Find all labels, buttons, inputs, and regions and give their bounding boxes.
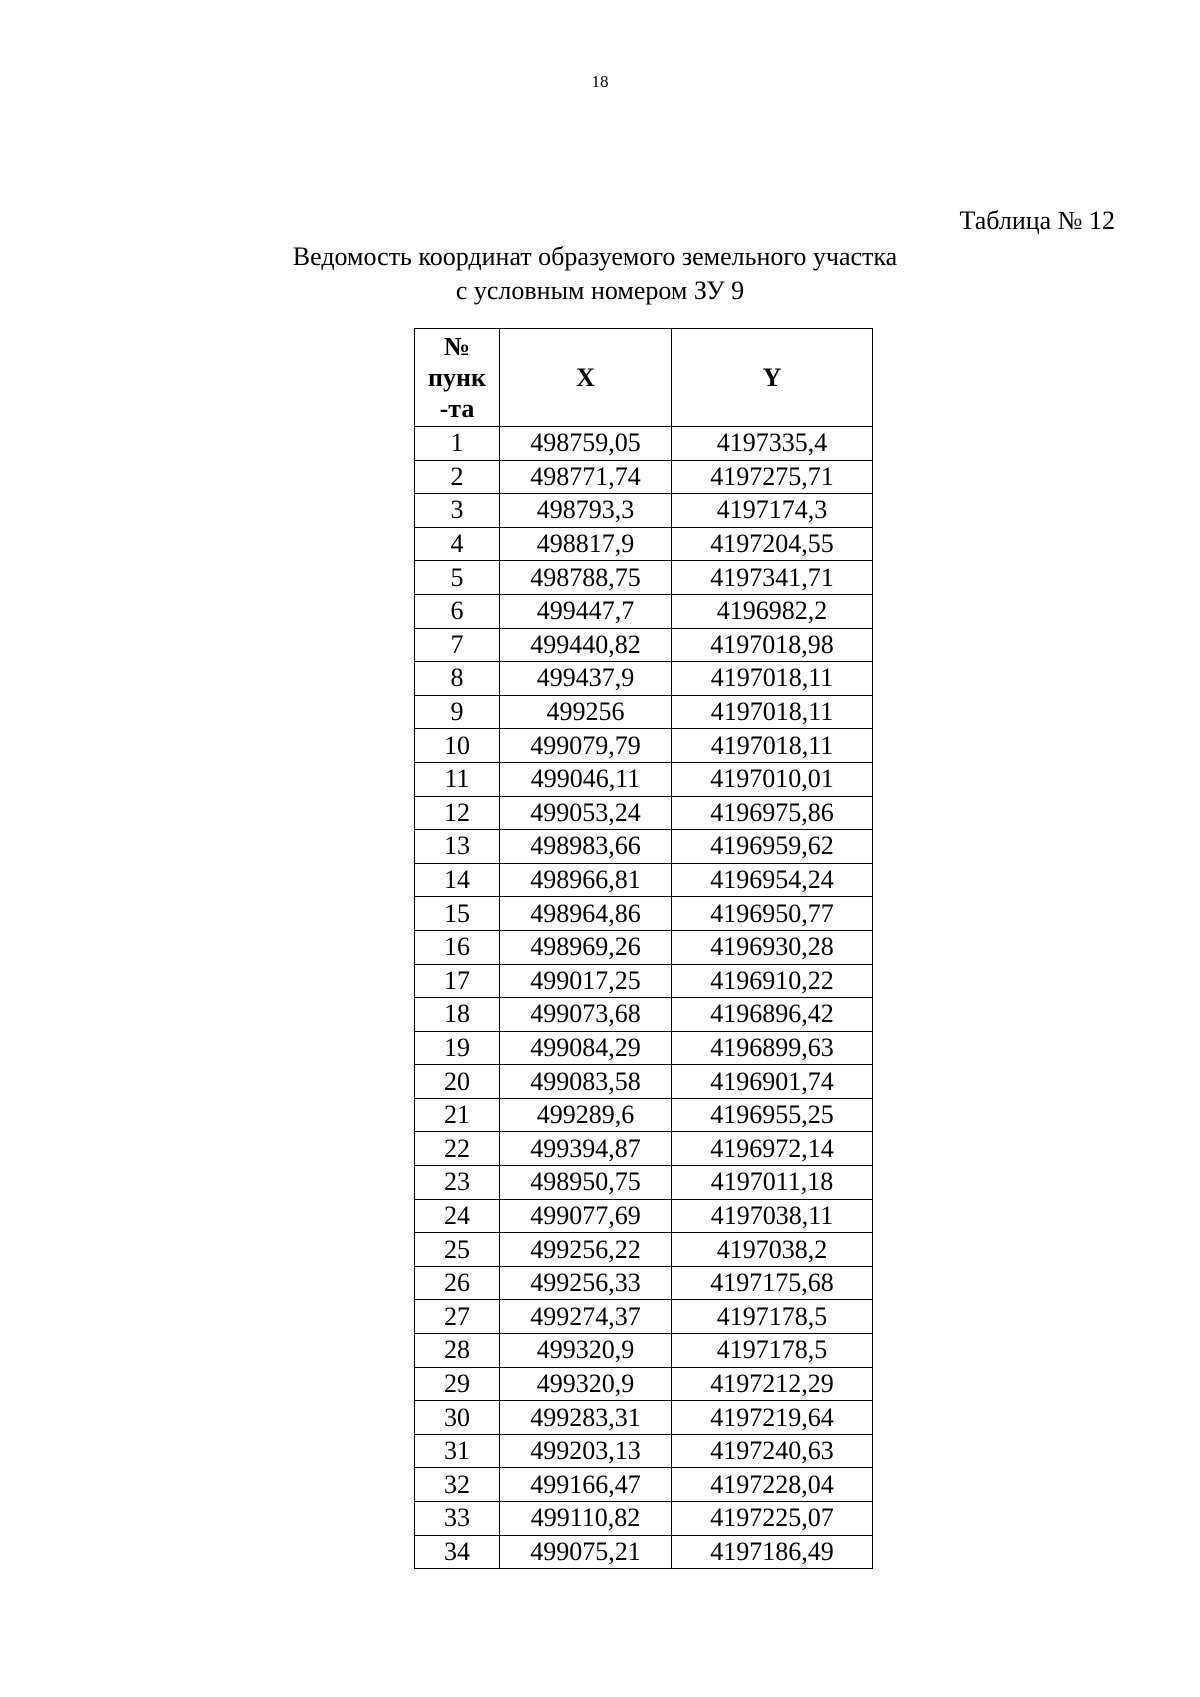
cell-x: 499073,68: [500, 998, 672, 1032]
table-row: [415, 1502, 873, 1536]
cell-point-number: 22: [415, 1132, 500, 1166]
table-row: [415, 1199, 873, 1233]
cell-x: 499053,24: [500, 796, 672, 830]
table-row: [415, 1434, 873, 1468]
cell-x: 499084,29: [500, 1031, 672, 1065]
cell-point-number: 17: [415, 964, 500, 998]
cell-point-number: 4: [415, 527, 500, 561]
cell-point-number: 24: [415, 1199, 500, 1233]
table-row: [415, 1233, 873, 1267]
cell-x: 498793,3: [500, 494, 672, 528]
table-row: [415, 1031, 873, 1065]
cell-y: 4196930,28: [672, 930, 873, 964]
table-header-row: [415, 329, 873, 427]
cell-point-number: 5: [415, 561, 500, 595]
cell-y: 4197228,04: [672, 1468, 873, 1502]
cell-x: 498983,66: [500, 830, 672, 864]
header-point-number-line-3: -та: [439, 394, 475, 423]
cell-y: 4197335,4: [672, 427, 873, 461]
cell-x: 498964,86: [500, 897, 672, 931]
cell-y: 4196901,74: [672, 1065, 873, 1099]
cell-y: 4196910,22: [672, 964, 873, 998]
cell-y: 4197010,01: [672, 762, 873, 796]
header-point-number-line-2: пунк: [428, 363, 486, 392]
cell-point-number: 14: [415, 863, 500, 897]
cell-x: 499203,13: [500, 1434, 672, 1468]
cell-x: 498966,81: [500, 863, 672, 897]
cell-point-number: 32: [415, 1468, 500, 1502]
cell-y: 4197011,18: [672, 1166, 873, 1200]
cell-point-number: 15: [415, 897, 500, 931]
table-body: [415, 427, 873, 1569]
cell-y: 4196975,86: [672, 796, 873, 830]
table-row: [415, 830, 873, 864]
cell-x: 499394,87: [500, 1132, 672, 1166]
cell-x: 499083,58: [500, 1065, 672, 1099]
cell-point-number: 30: [415, 1401, 500, 1435]
table-row: [415, 427, 873, 461]
cell-y: 4197275,71: [672, 460, 873, 494]
table-row: [415, 1401, 873, 1435]
table-row: [415, 1367, 873, 1401]
cell-point-number: 21: [415, 1098, 500, 1132]
cell-y: 4196954,24: [672, 863, 873, 897]
table-row: [415, 1132, 873, 1166]
cell-x: 499256,33: [500, 1266, 672, 1300]
cell-x: 499075,21: [500, 1535, 672, 1569]
cell-y: 4197175,68: [672, 1266, 873, 1300]
cell-y: 4197219,64: [672, 1401, 873, 1435]
cell-y: 4197038,11: [672, 1199, 873, 1233]
cell-x: 499166,47: [500, 1468, 672, 1502]
table-row: [415, 1535, 873, 1569]
cell-x: 499437,9: [500, 662, 672, 696]
coordinates-table: [414, 328, 873, 1569]
cell-y: 4197018,98: [672, 628, 873, 662]
cell-point-number: 25: [415, 1233, 500, 1267]
cell-x: 498950,75: [500, 1166, 672, 1200]
cell-y: 4197186,49: [672, 1535, 873, 1569]
cell-point-number: 7: [415, 628, 500, 662]
cell-point-number: 34: [415, 1535, 500, 1569]
cell-y: 4197174,3: [672, 494, 873, 528]
cell-point-number: 1: [415, 427, 500, 461]
cell-y: 4197178,5: [672, 1334, 873, 1368]
cell-point-number: 31: [415, 1434, 500, 1468]
cell-x: 498788,75: [500, 561, 672, 595]
cell-x: 499017,25: [500, 964, 672, 998]
cell-y: 4197212,29: [672, 1367, 873, 1401]
table-row: [415, 628, 873, 662]
cell-y: 4197018,11: [672, 695, 873, 729]
table-row: [415, 762, 873, 796]
cell-point-number: 26: [415, 1266, 500, 1300]
cell-x: 499283,31: [500, 1401, 672, 1435]
cell-y: 4197018,11: [672, 729, 873, 763]
cell-point-number: 16: [415, 930, 500, 964]
table-row: [415, 863, 873, 897]
cell-x: 498817,9: [500, 527, 672, 561]
table-row: [415, 695, 873, 729]
page-number: 18: [591, 72, 609, 91]
table-row: [415, 1166, 873, 1200]
table-row: [415, 460, 873, 494]
cell-x: 499447,7: [500, 594, 672, 628]
table-row: [415, 930, 873, 964]
cell-x: 499110,82: [500, 1502, 672, 1536]
table-caption-line-2: с условным номером ЗУ 9: [455, 276, 745, 305]
cell-point-number: 8: [415, 662, 500, 696]
header-x: X: [500, 329, 672, 427]
cell-y: 4196959,62: [672, 830, 873, 864]
table-row: [415, 897, 873, 931]
cell-y: 4196896,42: [672, 998, 873, 1032]
cell-point-number: 6: [415, 594, 500, 628]
cell-y: 4197038,2: [672, 1233, 873, 1267]
cell-x: 499077,69: [500, 1199, 672, 1233]
cell-y: 4197018,11: [672, 662, 873, 696]
table-row: [415, 1098, 873, 1132]
cell-y: 4196950,77: [672, 897, 873, 931]
cell-x: 499256,22: [500, 1233, 672, 1267]
cell-y: 4197178,5: [672, 1300, 873, 1334]
cell-point-number: 12: [415, 796, 500, 830]
table-row: [415, 662, 873, 696]
table-row: [415, 964, 873, 998]
table-row: [415, 494, 873, 528]
table-caption-line-1: Ведомость координат образуемого земельного участка: [292, 242, 898, 271]
cell-point-number: 29: [415, 1367, 500, 1401]
cell-point-number: 3: [415, 494, 500, 528]
table-row: [415, 796, 873, 830]
cell-point-number: 23: [415, 1166, 500, 1200]
header-y: Y: [672, 329, 873, 427]
cell-y: 4197204,55: [672, 527, 873, 561]
cell-y: 4196982,2: [672, 594, 873, 628]
cell-point-number: 11: [415, 762, 500, 796]
cell-x: 499289,6: [500, 1098, 672, 1132]
table-row: [415, 561, 873, 595]
cell-point-number: 27: [415, 1300, 500, 1334]
table-row: [415, 1266, 873, 1300]
cell-x: 499320,9: [500, 1367, 672, 1401]
cell-point-number: 2: [415, 460, 500, 494]
header-point-number: [415, 329, 500, 427]
cell-x: 499320,9: [500, 1334, 672, 1368]
cell-x: 499440,82: [500, 628, 672, 662]
cell-point-number: 9: [415, 695, 500, 729]
table-row: [415, 1065, 873, 1099]
cell-x: 498771,74: [500, 460, 672, 494]
cell-y: 4197225,07: [672, 1502, 873, 1536]
cell-point-number: 10: [415, 729, 500, 763]
cell-x: 499046,11: [500, 762, 672, 796]
cell-point-number: 13: [415, 830, 500, 864]
cell-y: 4196899,63: [672, 1031, 873, 1065]
cell-point-number: 18: [415, 998, 500, 1032]
table-row: [415, 1468, 873, 1502]
cell-y: 4197341,71: [672, 561, 873, 595]
table-row: [415, 1300, 873, 1334]
table-label: Таблица № 12: [959, 206, 1115, 235]
cell-x: 498969,26: [500, 930, 672, 964]
cell-x: 498759,05: [500, 427, 672, 461]
cell-y: 4196972,14: [672, 1132, 873, 1166]
cell-x: 499274,37: [500, 1300, 672, 1334]
table-row: [415, 729, 873, 763]
cell-point-number: 20: [415, 1065, 500, 1099]
header-point-number-line-1: №: [443, 332, 471, 361]
cell-y: 4197240,63: [672, 1434, 873, 1468]
cell-point-number: 28: [415, 1334, 500, 1368]
cell-point-number: 33: [415, 1502, 500, 1536]
table-row: [415, 1334, 873, 1368]
cell-point-number: 19: [415, 1031, 500, 1065]
cell-x: 499079,79: [500, 729, 672, 763]
cell-y: 4196955,25: [672, 1098, 873, 1132]
table-row: [415, 527, 873, 561]
table-row: [415, 594, 873, 628]
table-row: [415, 998, 873, 1032]
cell-x: 499256: [500, 695, 672, 729]
